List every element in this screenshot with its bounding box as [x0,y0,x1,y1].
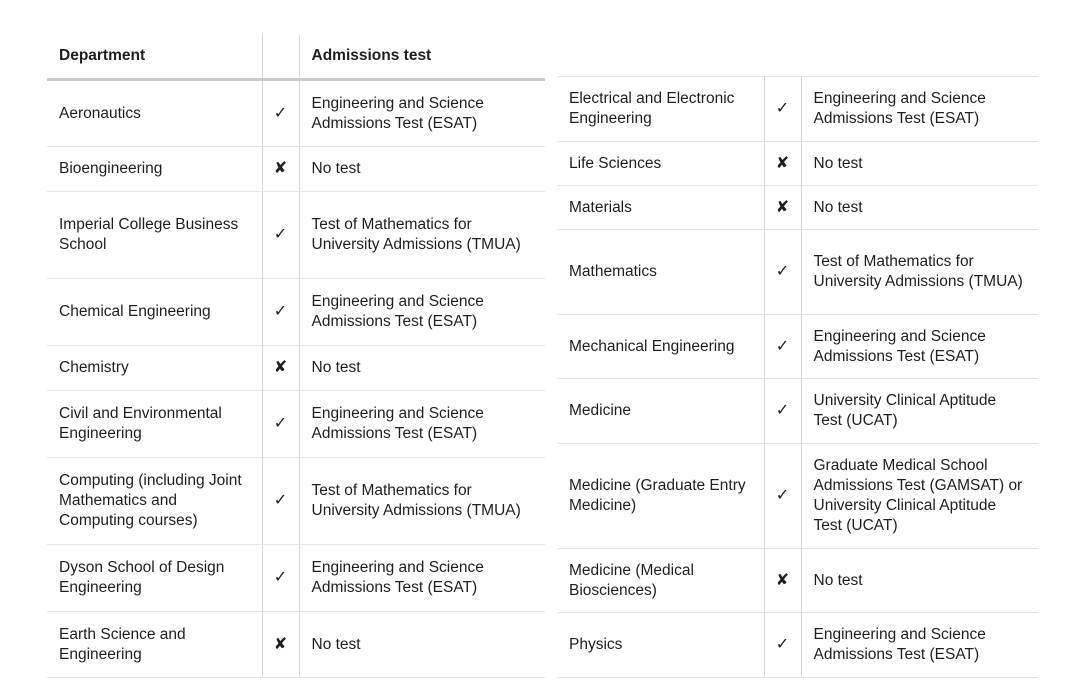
department-cell: Life Sciences [557,142,764,186]
admissions-test-cell: No test [299,612,545,678]
department-cell: Civil and Environmental Engineering [47,391,262,458]
check-icon: ✓ [262,391,299,458]
admissions-test-cell: Graduate Medical School Admissions Test (GAMSAT) or University Clinical Aptitude Test (UCAT) [801,444,1038,549]
check-icon: ✓ [764,379,801,444]
department-cell: Computing (including Joint Mathematics and Computing courses) [47,458,262,545]
mark-header [262,34,299,80]
cross-icon: ✘ [764,142,801,186]
check-icon: ✓ [262,458,299,545]
admissions-test-cell: Test of Mathematics for University Admissions (TMUA) [801,230,1038,315]
check-icon: ✓ [764,613,801,678]
table-row [47,391,545,458]
check-icon: ✓ [764,444,801,549]
department-cell: Chemistry [47,346,262,391]
admissions-table-right [557,76,1038,678]
admissions-test-cell: Engineering and Science Admissions Test (ESAT) [299,279,545,346]
department-cell: Physics [557,613,764,678]
check-icon: ✓ [764,230,801,315]
table-row [47,612,545,678]
admissions-test-cell: No test [801,142,1038,186]
department-cell: Mathematics [557,230,764,315]
department-cell: Materials [557,186,764,230]
admissions-test-cell: Engineering and Science Admissions Test (ESAT) [801,77,1038,142]
admissions-test-cell: University Clinical Aptitude Test (UCAT) [801,379,1038,444]
department-cell: Chemical Engineering [47,279,262,346]
admissions-test-cell: No test [801,549,1038,613]
admissions-test-header: Admissions test [299,34,545,80]
admissions-test-cell: No test [299,346,545,391]
admissions-test-cell: Test of Mathematics for University Admissions (TMUA) [299,192,545,279]
table-row [557,444,1038,549]
cross-icon: ✘ [764,549,801,613]
table-body-right [557,77,1038,678]
admissions-test-cell: Engineering and Science Admissions Test (ESAT) [801,613,1038,678]
department-cell: Medicine [557,379,764,444]
table-row [557,77,1038,142]
table-row [557,315,1038,379]
table-row [47,192,545,279]
department-cell: Aeronautics [47,80,262,147]
department-cell: Medicine (Medical Biosciences) [557,549,764,613]
table-body-left [47,80,545,678]
table-row [557,142,1038,186]
department-cell: Earth Science and Engineering [47,612,262,678]
admissions-test-cell: Test of Mathematics for University Admissions (TMUA) [299,458,545,545]
table-row [47,147,545,192]
table-row [47,346,545,391]
table-row [557,186,1038,230]
check-icon: ✓ [262,192,299,279]
admissions-test-cell: No test [801,186,1038,230]
check-icon: ✓ [764,315,801,379]
check-icon: ✓ [764,77,801,142]
table-row [557,549,1038,613]
admissions-test-cell: Engineering and Science Admissions Test (ESAT) [299,545,545,612]
cross-icon: ✘ [262,612,299,678]
table-header-row [47,34,545,80]
department-cell: Mechanical Engineering [557,315,764,379]
table-row [47,80,545,147]
department-cell: Bioengineering [47,147,262,192]
cross-icon: ✘ [262,147,299,192]
table-row [47,458,545,545]
admissions-table-left [47,34,545,678]
table-row [47,545,545,612]
department-cell: Imperial College Business School [47,192,262,279]
cross-icon: ✘ [764,186,801,230]
admissions-test-cell: No test [299,147,545,192]
table-row [557,230,1038,315]
department-cell: Medicine (Graduate Entry Medicine) [557,444,764,549]
department-header: Department [47,34,262,80]
admissions-test-cell: Engineering and Science Admissions Test (ESAT) [299,80,545,147]
table-row [557,379,1038,444]
check-icon: ✓ [262,545,299,612]
admissions-test-cell: Engineering and Science Admissions Test (ESAT) [299,391,545,458]
admissions-test-cell: Engineering and Science Admissions Test (ESAT) [801,315,1038,379]
table-row [47,279,545,346]
table-row [557,613,1038,678]
check-icon: ✓ [262,80,299,147]
cross-icon: ✘ [262,346,299,391]
department-cell: Electrical and Electronic Engineering [557,77,764,142]
check-icon: ✓ [262,279,299,346]
department-cell: Dyson School of Design Engineering [47,545,262,612]
